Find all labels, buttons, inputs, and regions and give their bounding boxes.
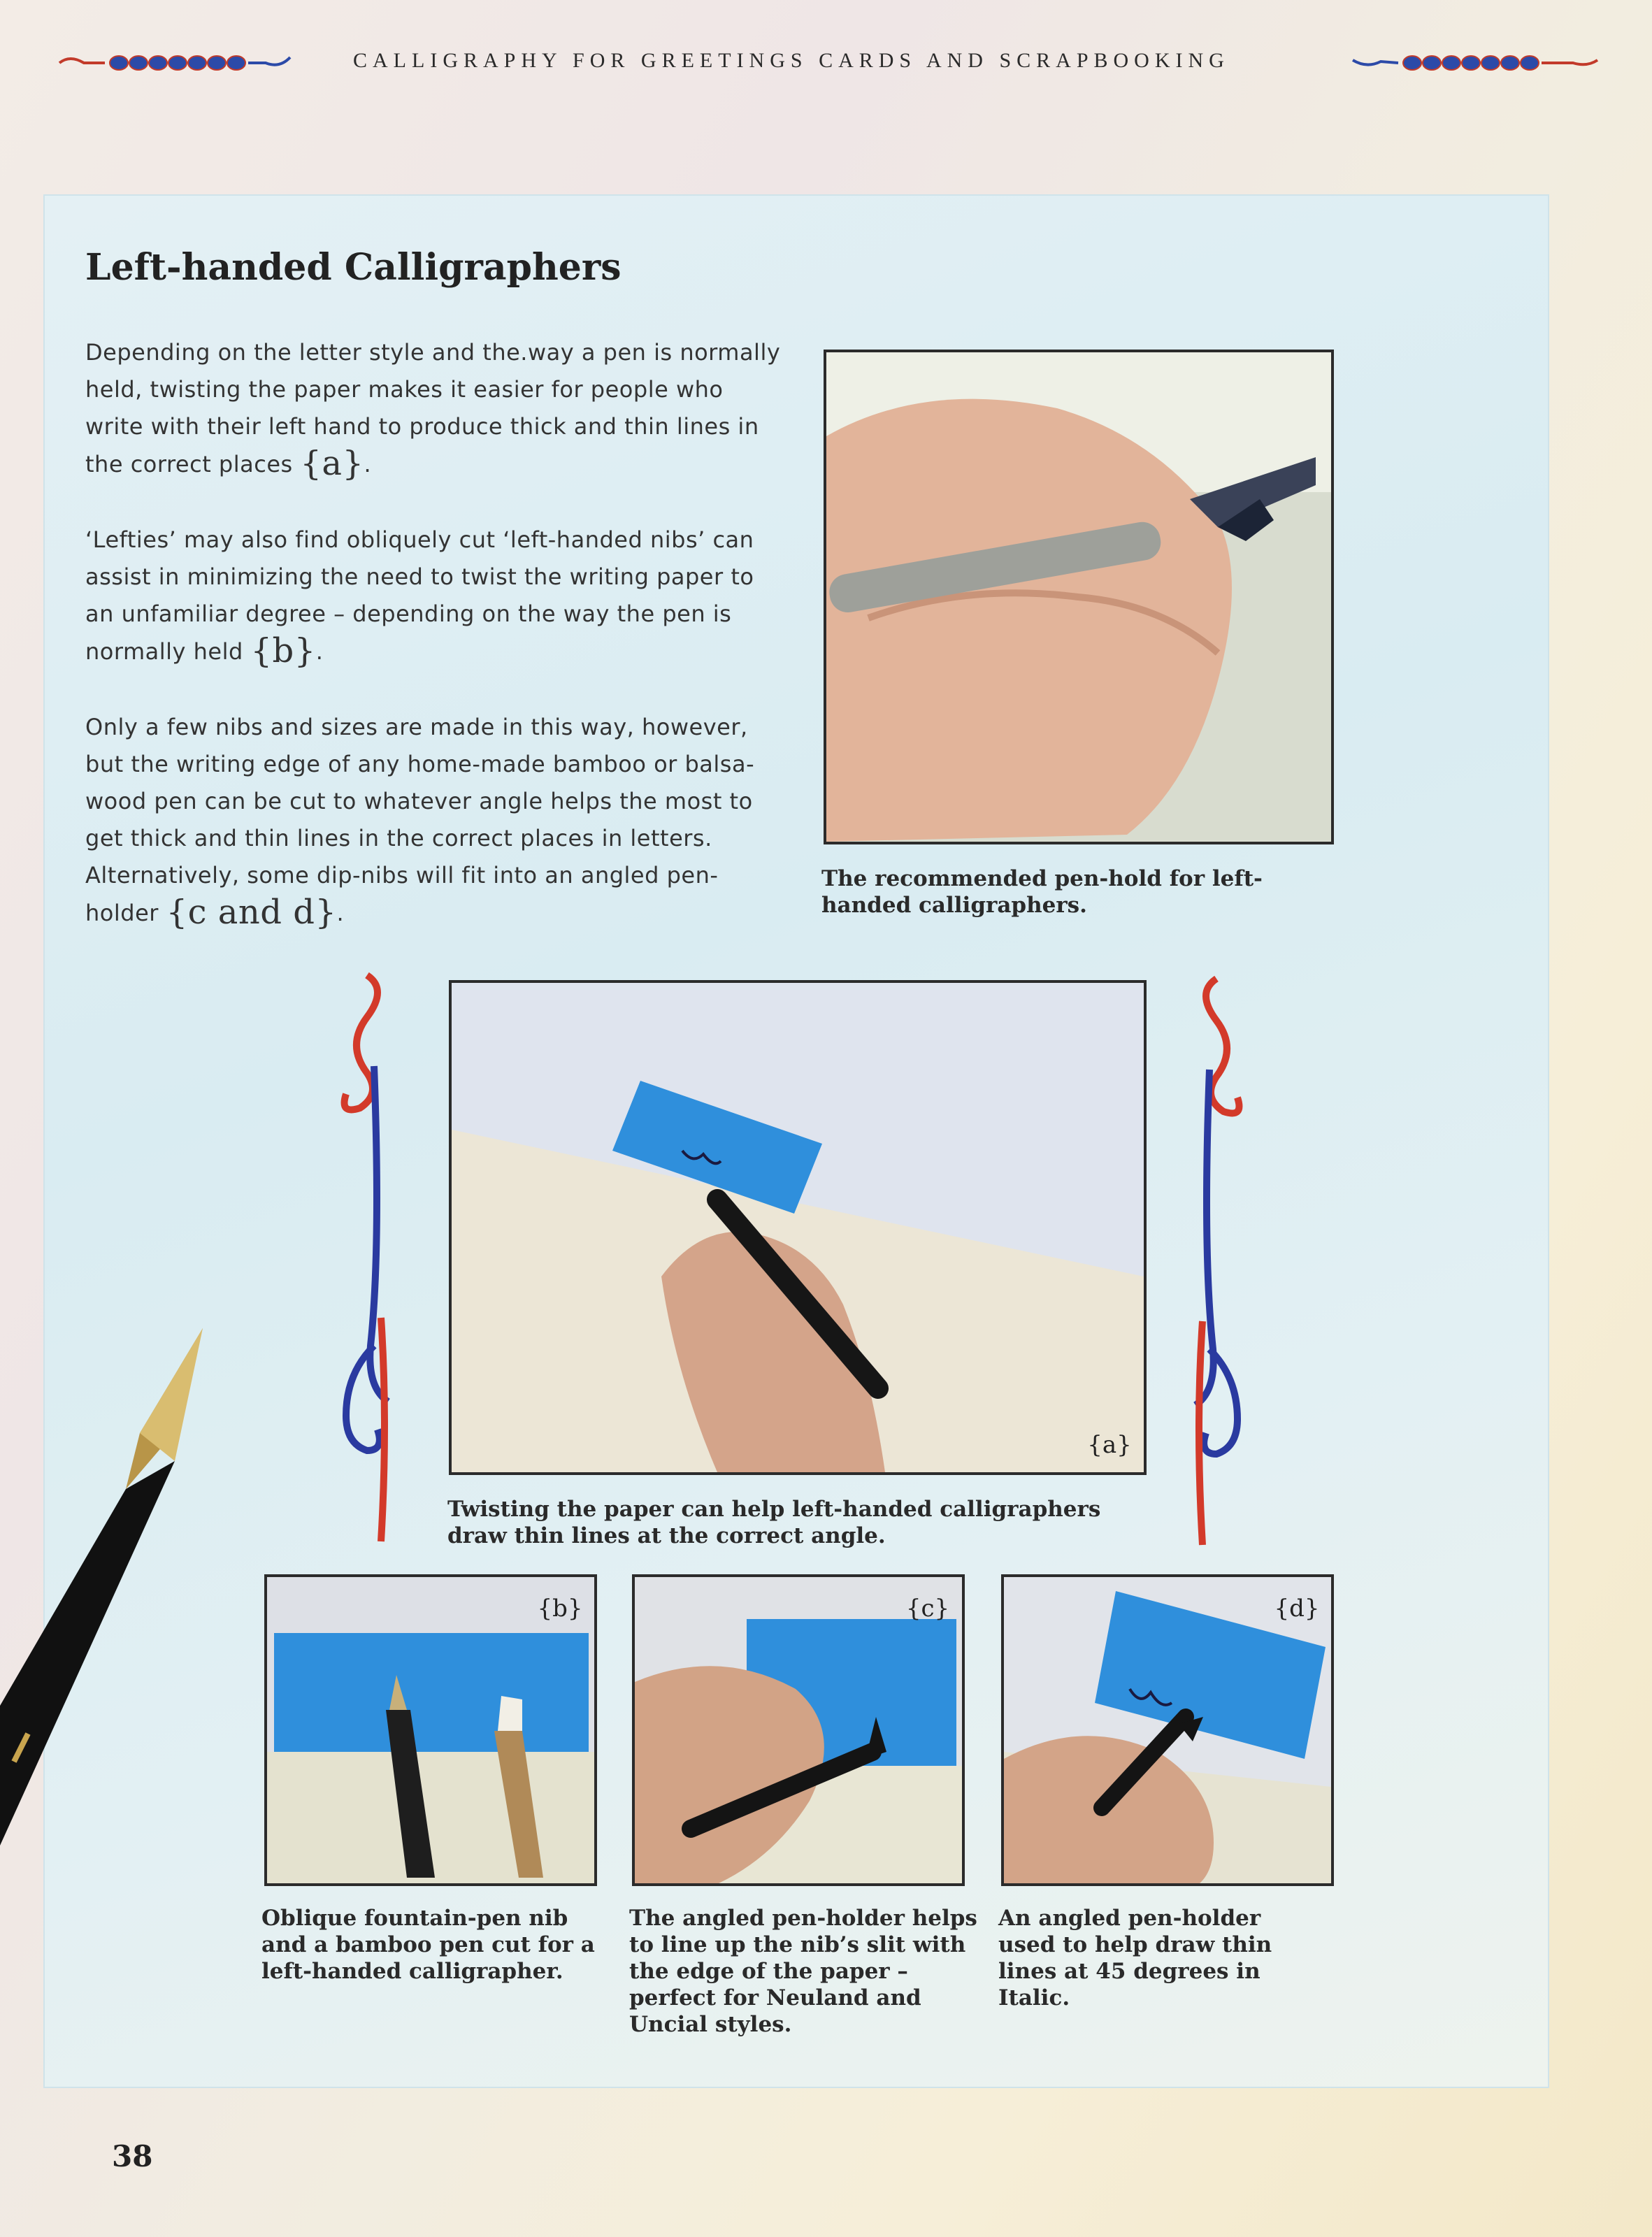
paragraph-1: Depending on the letter style and the.way a pen is normally held, twisting the paper makes it easier for people who write with their left hand to produce thick and thin lines in the correct places {a}. [85, 339, 781, 483]
caption-pen-hold: The recommended pen-hold for left-handed calligraphers. [821, 866, 1263, 918]
paragraph-1-text: Depending on the letter style and the.way a pen is normally held, twisting the paper makes it easier for people who write with their left hand to produce thick and thin lines in the correct places [85, 339, 781, 477]
figure-b-label: {b} [537, 1595, 583, 1623]
photo-figure-d [1001, 1574, 1334, 1886]
caption-figure-a: Twisting the paper can help left-handed calligraphers draw thin lines at the correct angle. [447, 1497, 1101, 1548]
section-heading: Left-handed Calligraphers [85, 246, 622, 289]
pen-hold-image [826, 352, 1331, 842]
page-number: 38 [112, 2139, 153, 2173]
caption-figure-c: The angled pen-holder helps to line up the nib’s slit with the edge of the paper – perfect for Neuland and Uncial styles. [629, 1906, 977, 2037]
figure-d-label: {d} [1274, 1595, 1320, 1623]
caption-figure-d: An angled pen-holder used to help draw thin lines at 45 degrees in Italic. [998, 1906, 1272, 2011]
photo-figure-b [264, 1574, 597, 1886]
figure-a-image [452, 983, 1144, 1472]
figure-a-label: {a} [1087, 1431, 1132, 1459]
ornament-left-icon [56, 48, 308, 75]
paragraph-2-text: ‘Lefties’ may also find obliquely cut ‘left-handed nibs’ can assist in minimizing the need to twist the writing paper to an unfamiliar degree – depending on the way the pen is normally held [85, 526, 754, 665]
paragraph-3: Only a few nibs and sizes are made in this way, however, but the writing edge of any home-made bamboo or balsa-wood pen can be cut to whatever angle helps the most to get thick and thin lines in the correct places in letters. Alternatively, some dip-nibs will fit into an angled pen-holder {c and d}. [85, 714, 755, 932]
caption-figure-b: Oblique fountain-pen nib and a bamboo pen cut for a left-handed calligrapher. [261, 1906, 595, 1984]
header-title: CALLIGRAPHY FOR GREETINGS CARDS AND SCRAPBOOKING [353, 49, 1230, 72]
ornament-right-icon [1349, 48, 1608, 75]
flourish-left-icon [318, 968, 402, 1548]
running-header [0, 42, 1652, 84]
figure-b-label-box [536, 1585, 584, 1627]
ref-c-and-d: {c and d} [166, 893, 337, 932]
photo-pen-hold [824, 350, 1334, 844]
paragraph-3-text: Only a few nibs and sizes are made in this way, however, but the writing edge of any home-made bamboo or balsa-wood pen can be cut to whatever angle helps the most to get thick and thin lines in the correct places in letters. Alternatively, some dip-nibs will fit into an angled pen-holder [85, 714, 755, 926]
photo-figure-a [449, 980, 1147, 1475]
fountain-pen-image [0, 1314, 224, 1846]
flourish-right-icon [1181, 972, 1265, 1552]
figure-a-label-box [1085, 1422, 1134, 1464]
photo-figure-c [632, 1574, 965, 1886]
ref-b: {b} [250, 631, 316, 670]
paragraph-2: ‘Lefties’ may also find obliquely cut ‘left-handed nibs’ can assist in minimizing the need to twist the writing paper to an unfamiliar degree – depending on the way the pen is normally held {b}. [85, 526, 754, 670]
figure-c-label: {c} [905, 1595, 950, 1623]
figure-c-label-box [903, 1585, 952, 1627]
ref-a: {a} [300, 444, 364, 483]
figure-d-label-box [1272, 1585, 1321, 1627]
